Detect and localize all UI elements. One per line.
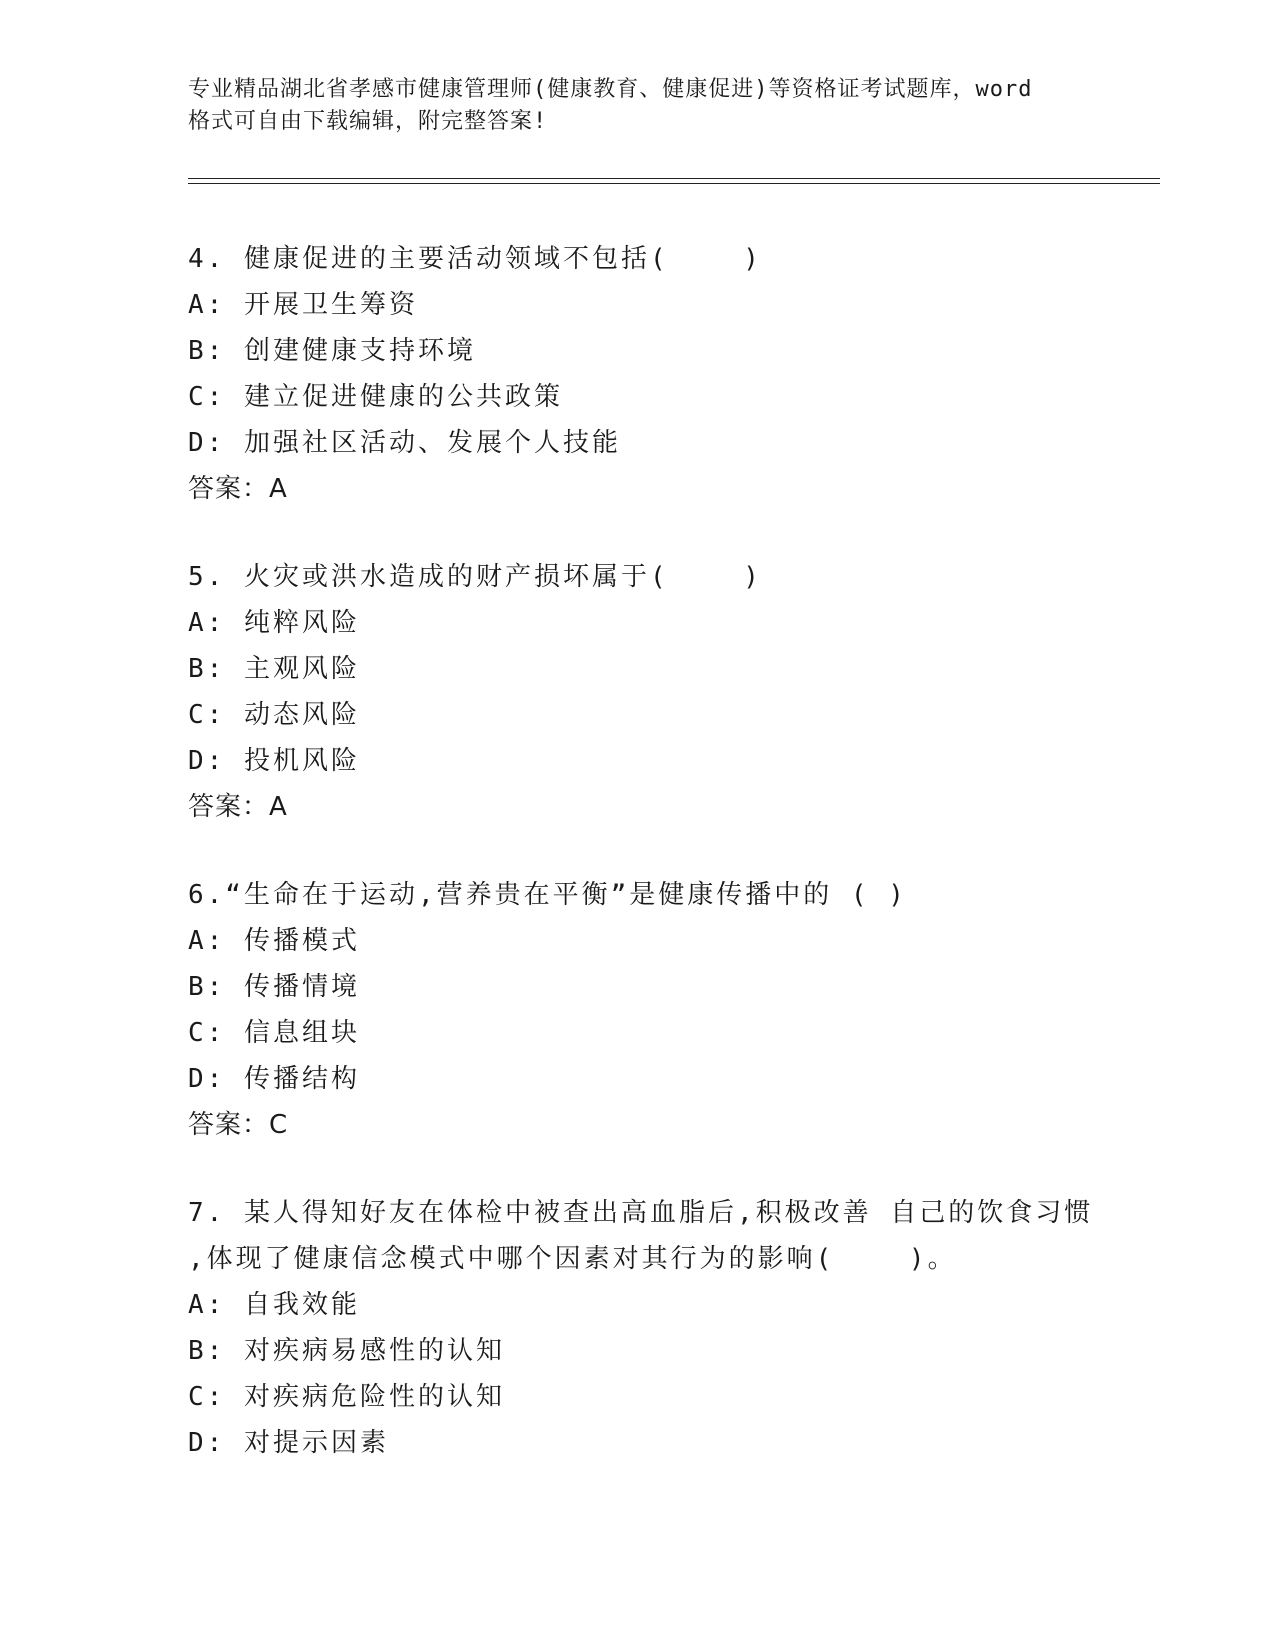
option-a: A: 传播模式 — [188, 926, 360, 956]
document-header — [188, 74, 1088, 138]
header-line-1: 专业精品湖北省孝感市健康管理师(健康教育、健康促进)等资格证考试题库，word — [188, 77, 1033, 102]
option-d: D: 对提示因素 — [188, 1428, 389, 1458]
option-c: C: 信息组块 — [188, 1018, 360, 1048]
option-d: D: 投机风险 — [188, 746, 360, 776]
question-stem: 5. 火灾或洪水造成的财产损坏属于( ) — [188, 562, 762, 592]
option-c: C: 动态风险 — [188, 700, 360, 730]
option-a: A: 开展卫生筹资 — [188, 290, 418, 320]
header-line-2: 格式可自由下载编辑，附完整答案! — [188, 109, 548, 134]
option-b: B: 创建健康支持环境 — [188, 336, 476, 366]
option-d: D: 传播结构 — [188, 1064, 360, 1094]
option-b: B: 对疾病易感性的认知 — [188, 1336, 505, 1366]
answer-line: 答案：A — [188, 792, 288, 822]
option-a: A: 纯粹风险 — [188, 608, 360, 638]
question-6 — [188, 872, 1168, 1148]
question-list — [188, 236, 1168, 1508]
question-4 — [188, 236, 1168, 512]
option-b: B: 传播情境 — [188, 972, 360, 1002]
question-5 — [188, 554, 1168, 830]
header-divider-bottom — [188, 183, 1160, 184]
question-stem: 4. 健康促进的主要活动领域不包括( ) — [188, 244, 762, 274]
option-a: A: 自我效能 — [188, 1290, 360, 1320]
option-d: D: 加强社区活动、发展个人技能 — [188, 428, 621, 458]
question-stem: 7. 某人得知好友在体检中被查出高血脂后,积极改善 自己的饮食习惯 — [188, 1198, 1094, 1228]
answer-line: 答案：C — [188, 1110, 289, 1140]
answer-line: 答案：A — [188, 474, 288, 504]
question-7 — [188, 1190, 1168, 1466]
option-c: C: 建立促进健康的公共政策 — [188, 382, 563, 412]
header-divider-top — [188, 178, 1160, 179]
question-stem: 6.“生命在于运动,营养贵在平衡”是健康传播中的 ( ) — [188, 880, 907, 910]
option-c: C: 对疾病危险性的认知 — [188, 1382, 505, 1412]
option-b: B: 主观风险 — [188, 654, 360, 684]
question-stem-continued: ,体现了健康信念模式中哪个因素对其行为的影响( )。 — [188, 1244, 957, 1274]
